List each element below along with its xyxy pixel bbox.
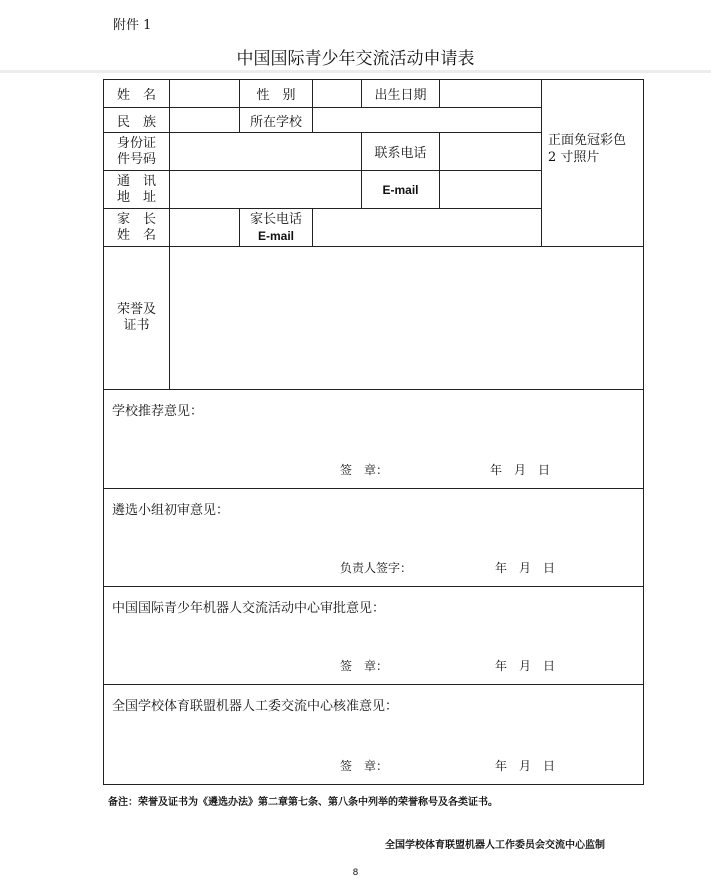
center-date-label: 年 月 日 bbox=[495, 659, 556, 673]
ethnicity-label: 民 族 bbox=[104, 108, 170, 133]
school-seal-label: 签 章： bbox=[340, 463, 389, 477]
gender-label: 性 别 bbox=[240, 80, 313, 108]
group-review-section[interactable] bbox=[104, 489, 644, 587]
photo-box[interactable] bbox=[542, 80, 644, 247]
honors-label bbox=[104, 247, 170, 390]
school-recommendation-label: 学校推荐意见： bbox=[112, 404, 204, 419]
group-date-label: 年 月 日 bbox=[495, 561, 556, 575]
parent-contact-field[interactable] bbox=[313, 209, 542, 247]
center-approval-label: 中国国际青少年机器人交流活动中心审批意见： bbox=[112, 601, 386, 616]
footer-issuer: 全国学校体育联盟机器人工作委员会交流中心监制 bbox=[385, 840, 605, 851]
center-seal-label: 签 章： bbox=[340, 659, 389, 673]
honors-field[interactable] bbox=[170, 247, 644, 390]
email-label: E-mail bbox=[362, 171, 440, 209]
scan-divider bbox=[0, 70, 711, 73]
school-recommendation-section[interactable] bbox=[104, 390, 644, 489]
name-field[interactable] bbox=[170, 80, 240, 108]
birth-date-field[interactable] bbox=[440, 80, 542, 108]
id-number-label-line-1: 身份证 bbox=[116, 135, 156, 151]
honors-label-line-1: 荣誉及 bbox=[116, 302, 156, 317]
union-seal-label: 签 章： bbox=[340, 759, 389, 773]
phone-label: 联系电话 bbox=[362, 133, 440, 171]
group-signature-label: 负责人签字： bbox=[340, 561, 413, 575]
application-form-table bbox=[103, 79, 644, 785]
parent-phone-label: 家长电话 bbox=[249, 211, 302, 227]
parent-name-label-line-2: 姓 名 bbox=[116, 227, 156, 243]
parent-name-field[interactable] bbox=[170, 209, 240, 247]
group-review-label: 遴选小组初审意见： bbox=[112, 503, 230, 518]
parent-contact-label bbox=[240, 209, 313, 247]
center-approval-section[interactable] bbox=[104, 587, 644, 685]
parent-name-label bbox=[104, 209, 170, 247]
id-number-label-line-2: 件号码 bbox=[116, 151, 156, 167]
address-label-line-1: 通 讯 bbox=[116, 173, 156, 189]
phone-field[interactable] bbox=[440, 133, 542, 171]
photo-hint-line-2: 2 寸照片 bbox=[548, 150, 600, 165]
union-date-label: 年 月 日 bbox=[495, 759, 556, 773]
ethnicity-field[interactable] bbox=[170, 108, 240, 133]
school-date-label: 年 月 日 bbox=[490, 463, 551, 477]
school-field[interactable] bbox=[313, 108, 542, 133]
school-label: 所在学校 bbox=[240, 108, 313, 133]
gender-field[interactable] bbox=[313, 80, 362, 108]
address-label-line-2: 地 址 bbox=[116, 189, 156, 205]
id-number-field[interactable] bbox=[170, 133, 362, 171]
photo-hint-line-1: 正面免冠彩色 bbox=[548, 133, 627, 148]
page-number: 8 bbox=[352, 868, 359, 878]
address-field[interactable] bbox=[170, 171, 362, 209]
union-verification-section[interactable] bbox=[104, 685, 644, 785]
email-field[interactable] bbox=[440, 171, 542, 209]
birth-date-label: 出生日期 bbox=[362, 80, 440, 108]
form-note: 备注：荣誉及证书为《遴选办法》第二章第七条、第八条中列举的荣誉称号及各类证书。 bbox=[108, 797, 498, 808]
honors-label-line-2: 证书 bbox=[123, 318, 150, 333]
parent-email-label: E-mail bbox=[257, 228, 294, 243]
annex-label: 附件 1 bbox=[113, 18, 152, 33]
parent-name-label-line-1: 家 长 bbox=[116, 211, 156, 227]
id-number-label bbox=[104, 133, 170, 171]
name-label: 姓 名 bbox=[104, 80, 170, 108]
address-label bbox=[104, 171, 170, 209]
union-verification-label: 全国学校体育联盟机器人工委交流中心核准意见： bbox=[112, 699, 399, 714]
form-title: 中国国际青少年交流活动申请表 bbox=[236, 49, 475, 69]
